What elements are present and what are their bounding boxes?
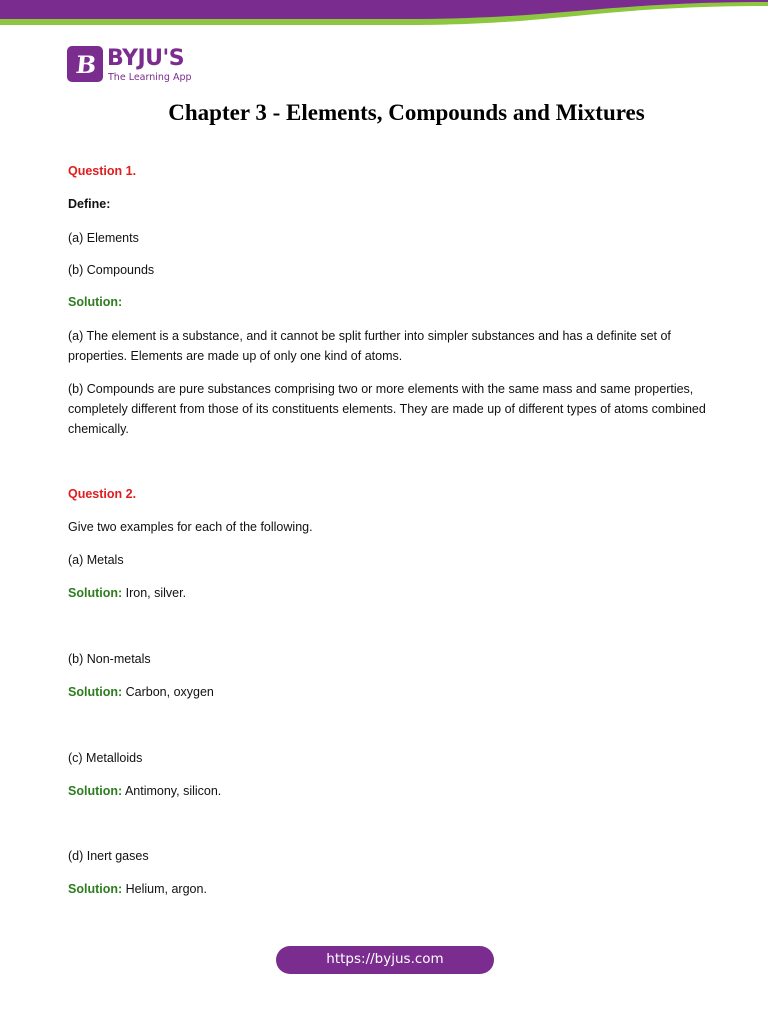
page-title: Chapter 3 - Elements, Compounds and Mixtures <box>168 100 645 125</box>
question-2-part-d: (d) Inert gases <box>68 849 149 863</box>
footer-url-text[interactable]: https://byjus.com <box>326 951 444 967</box>
solution-text: Carbon, oxygen <box>122 685 214 699</box>
question-2-part-b: (b) Non-metals <box>68 652 151 666</box>
solution-label: Solution: <box>68 784 123 798</box>
question-2-part-c: (c) Metalloids <box>68 751 143 765</box>
question-2-prompt: Give two examples for each of the following. <box>68 520 313 534</box>
solution-text: Iron, silver. <box>122 586 187 600</box>
question-2-label: Question 2. <box>68 487 137 501</box>
question-1-prompt: Define: <box>68 197 111 211</box>
question-1-answer-b: (b) Compounds are pure substances comprising two or more elements with the same mass and same properties, completely different from those of its constituents elements. They are made up of different types of atoms combined chemically. <box>68 382 706 436</box>
question-1-answer-a: (a) The element is a substance, and it cannot be split further into simpler substances and has a definite set of properties. Elements are made up of only one kind of atoms. <box>68 329 671 363</box>
header-band <box>0 0 768 28</box>
solution-label: Solution: <box>68 882 123 896</box>
question-1-label: Question 1. <box>68 164 137 178</box>
logo-tagline: The Learning App <box>108 72 192 83</box>
solution-label: Solution: <box>68 685 123 699</box>
question-1-solution-label: Solution: <box>68 295 123 309</box>
question-2-answer-c <box>68 781 221 801</box>
logo-name: BYJU'S <box>107 46 185 71</box>
solution-text: Helium, argon. <box>122 882 207 896</box>
byjus-logo <box>67 46 207 88</box>
question-2-part-a: (a) Metals <box>68 553 124 567</box>
question-2-answer-a <box>68 583 186 603</box>
solution-text: Antimony, silicon. <box>122 784 222 798</box>
footer-url-link[interactable] <box>276 946 494 974</box>
question-1-part-a: (a) Elements <box>68 231 139 245</box>
question-2-answer-d <box>68 879 207 899</box>
question-2-answer-b <box>68 682 214 702</box>
solution-label: Solution: <box>68 586 123 600</box>
logo-letter: B <box>74 50 98 79</box>
question-1-part-b: (b) Compounds <box>68 263 155 277</box>
logo-mark <box>67 46 103 82</box>
